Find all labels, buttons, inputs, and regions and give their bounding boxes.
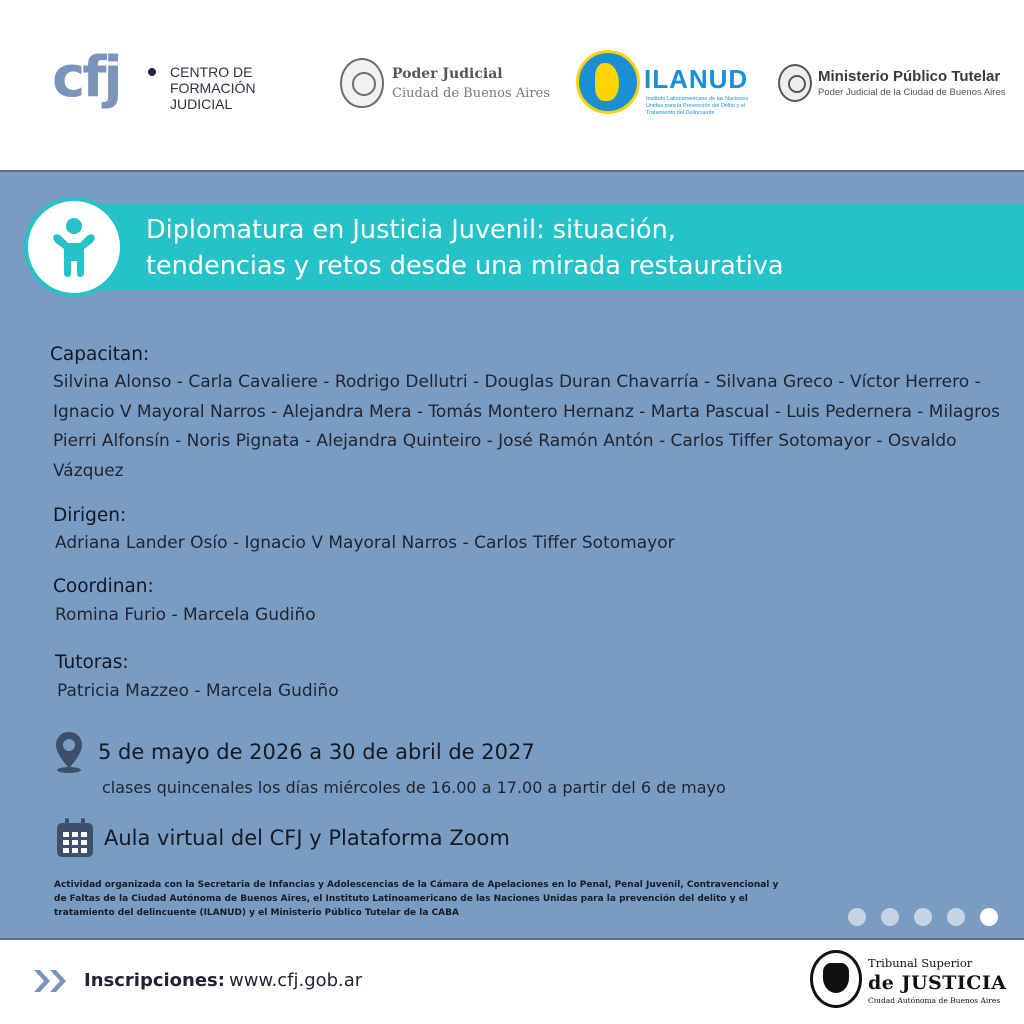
page-title-line: tendencias y retos desde una mirada restaurativa [146, 251, 784, 281]
location-pin-icon [54, 730, 84, 774]
carousel-dot-active[interactable] [980, 908, 998, 926]
registration-link[interactable]: www.cfj.gob.ar [229, 970, 363, 991]
inscripciones-label: Inscripciones: [84, 970, 225, 991]
tribunal-seal-icon [810, 950, 862, 1008]
page-title [146, 212, 784, 284]
schedule-detail: clases quincenales los días miércoles de 16.00 a 17.00 a partir del 6 de mayo [102, 778, 726, 797]
tsj-line1: Tribunal Superior [868, 956, 973, 970]
poder-judicial-logo [340, 58, 560, 112]
carousel-dot[interactable] [947, 908, 965, 926]
ilanud-name: ILANUD [644, 64, 749, 94]
cfj-logo-line: CENTRO DE [170, 64, 253, 80]
capacitan-names: Silvina Alonso - Carla Cavaliere - Rodrigo Dellutri - Douglas Duran Chavarría - Silvana Greco - Víctor Herrero - Ignacio V Mayoral Narros - Alejandra Mera - Tomás Montero Hernanz - Marta Pascual - Luis Pedernera - Milagros Pierri Alfonsín - Noris Pignata - Alejandra Quinteiro - José Ramón Antón - Carlos Tiffer Sotomayor - Osvaldo Vázquez [53, 372, 1000, 481]
cfj-logo-text [170, 64, 290, 112]
title-band [60, 204, 1024, 290]
carousel-dot[interactable] [848, 908, 866, 926]
coordinan-label: Coordinan: [53, 576, 154, 597]
poder-judicial-title: Poder Judicial [392, 66, 503, 82]
page-title-line: Diplomatura en Justicia Juvenil: situación, [146, 215, 676, 245]
poder-judicial-seal-icon [340, 58, 384, 108]
carousel-dot[interactable] [881, 908, 899, 926]
footer [0, 940, 1024, 1024]
ministerio-seal-icon [778, 64, 812, 102]
header [0, 0, 1024, 170]
ministerio-publico-tutelar-logo [778, 64, 1018, 108]
poder-judicial-subtitle: Ciudad de Buenos Aires [392, 86, 550, 101]
un-globe-icon [576, 50, 640, 114]
capacitan-label: Capacitan: [50, 344, 150, 365]
carousel-indicators [848, 908, 998, 928]
ilanud-logo [576, 50, 756, 124]
tribunal-superior-logo [810, 948, 1007, 1014]
cfj-logo-line: FORMACIÓN [170, 80, 256, 96]
cfj-logo-mark: cfj [52, 45, 120, 110]
ilanud-subtitle: Instituto Latinoamericano de las Naciones Unidas para la Prevención del Delito y el Tratamiento del Delincuente [646, 96, 749, 116]
venue: Aula virtual del CFJ y Plataforma Zoom [104, 826, 510, 850]
organizers-footnote: Actividad organizada con la Secretaria de Infancias y Adolescencias de la Cámara de Apelaciones en lo Penal, Penal Juvenil, Contravencional y de Faltas de la Ciudad Autónoma de Buenos Aires, el Instituto Latinoamericano de las Naciones Unidas para la prevención del delito y el tratamiento del delincuente (ILANUD) y el Ministerio Público Tutelar de la CABA [54, 880, 779, 918]
carousel-dot[interactable] [914, 908, 932, 926]
coordinan-names: Romina Furio - Marcela Gudiño [55, 605, 316, 625]
tsj-line3: Ciudad Autónoma de Buenos Aires [868, 996, 1001, 1005]
tutoras-label: Tutoras: [55, 652, 129, 673]
tutoras-names: Patricia Mazzeo - Marcela Gudiño [57, 681, 339, 701]
child-icon [50, 217, 98, 277]
dirigen-label: Dirigen: [53, 505, 127, 526]
date-range: 5 de mayo de 2026 a 30 de abril de 2027 [98, 740, 535, 764]
ministerio-subtitle: Poder Judicial de la Ciudad de Buenos Aires [818, 87, 1006, 98]
calendar-icon [56, 818, 94, 858]
tsj-line2: de JUSTICIA [868, 972, 1007, 994]
ministerio-title: Ministerio Público Tutelar [818, 68, 1001, 85]
cfj-logo [52, 44, 302, 128]
child-icon-badge [24, 197, 124, 297]
cfj-logo-dot [148, 68, 156, 76]
main-panel [0, 170, 1024, 940]
double-chevron-right-icon [32, 966, 72, 996]
cfj-logo-line: JUDICIAL [170, 96, 233, 112]
dirigen-names: Adriana Lander Osío - Ignacio V Mayoral Narros - Carlos Tiffer Sotomayor [55, 533, 675, 553]
